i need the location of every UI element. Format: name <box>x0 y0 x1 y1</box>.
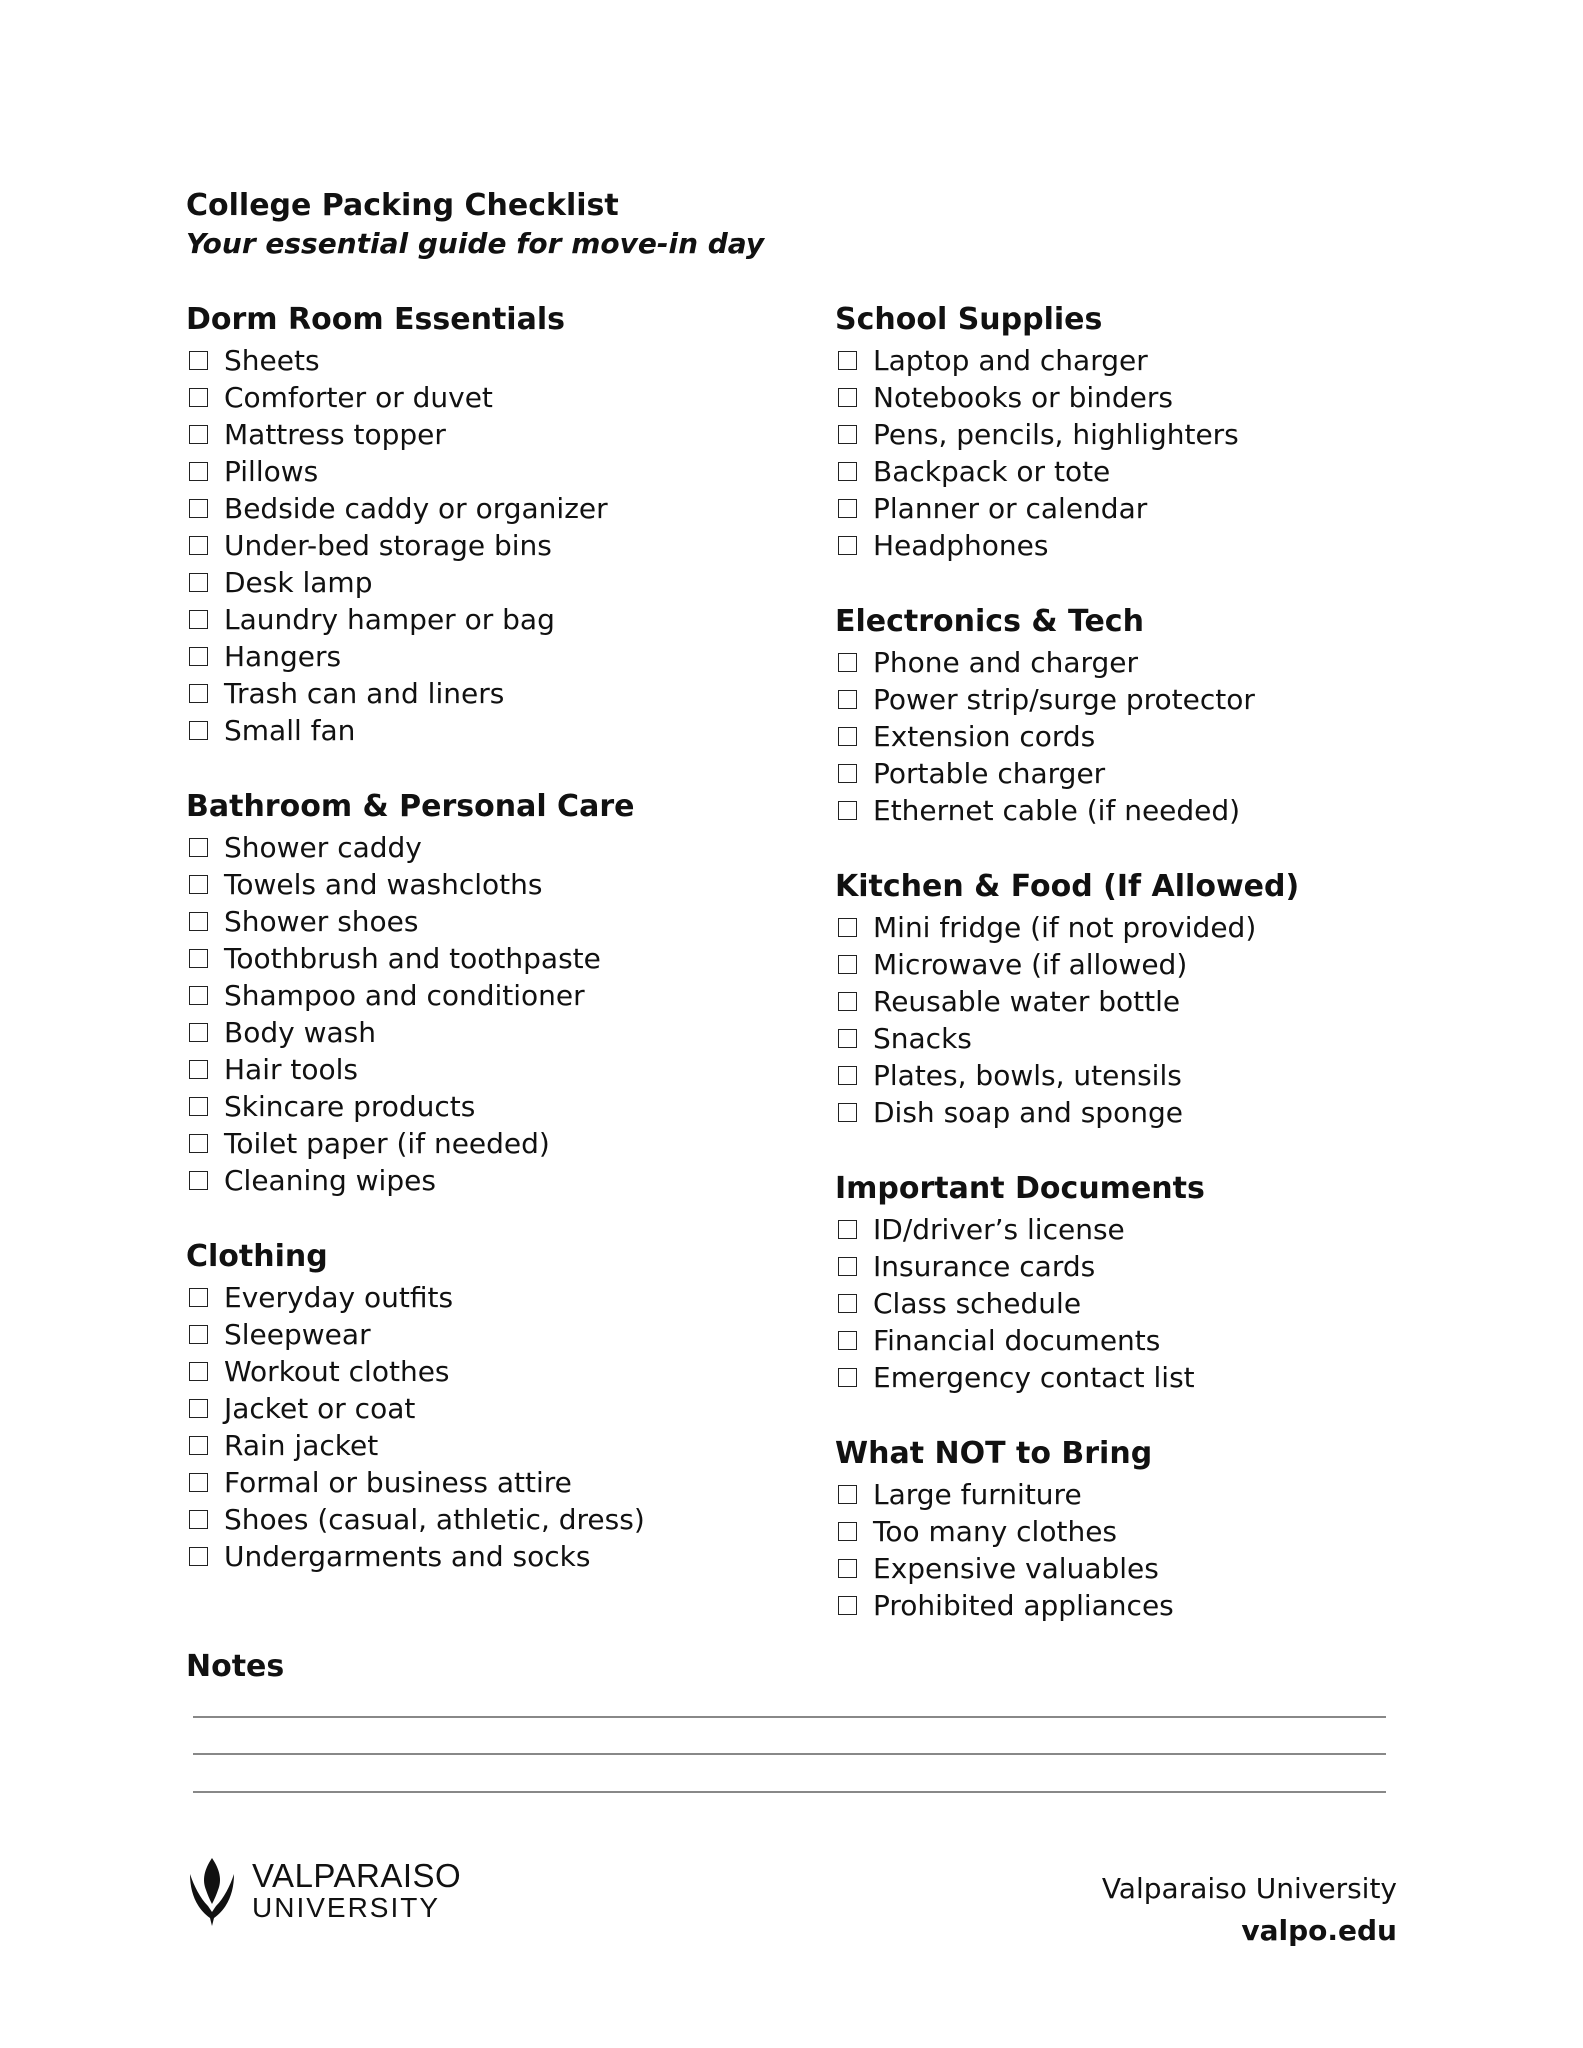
checklist-item-label: Rain jacket <box>224 1429 379 1462</box>
checklist-item <box>186 675 806 712</box>
checklist-item <box>835 1587 1435 1624</box>
empty-checkbox-icon[interactable] <box>189 573 208 592</box>
checklist-item <box>835 1211 1435 1248</box>
empty-checkbox-icon[interactable] <box>838 425 857 444</box>
checklist-item <box>186 1538 806 1575</box>
checklist-item <box>835 1513 1435 1550</box>
checklist-item <box>186 1353 806 1390</box>
checklist-item <box>186 866 806 903</box>
empty-checkbox-icon[interactable] <box>838 653 857 672</box>
empty-checkbox-icon[interactable] <box>189 684 208 703</box>
checklist-item <box>186 940 806 977</box>
section-what-not-to-bring <box>835 1434 1435 1624</box>
page-title: College Packing Checklist <box>186 188 619 223</box>
checklist-item-label: Toothbrush and toothpaste <box>224 942 601 975</box>
empty-checkbox-icon[interactable] <box>838 1294 857 1313</box>
empty-checkbox-icon[interactable] <box>189 647 208 666</box>
notes-line <box>193 1716 1386 1718</box>
empty-checkbox-icon[interactable] <box>189 875 208 894</box>
checklist-item-label: Under-bed storage bins <box>224 529 552 562</box>
right-column <box>835 300 1435 1662</box>
section-heading: Clothing <box>186 1239 328 1274</box>
checklist-item <box>186 1162 806 1199</box>
checklist-item-label: Large furniture <box>873 1478 1082 1511</box>
empty-checkbox-icon[interactable] <box>838 727 857 746</box>
checklist-item-label: Prohibited appliances <box>873 1589 1174 1622</box>
checklist-item-label: Portable charger <box>873 757 1106 790</box>
empty-checkbox-icon[interactable] <box>189 721 208 740</box>
checklist-item-label: Skincare products <box>224 1090 476 1123</box>
empty-checkbox-icon[interactable] <box>838 536 857 555</box>
empty-checkbox-icon[interactable] <box>838 1103 857 1122</box>
checklist-item-label: Backpack or tote <box>873 455 1111 488</box>
checklist-item-label: Too many clothes <box>873 1515 1118 1548</box>
checklist-item-label: Trash can and liners <box>224 677 505 710</box>
empty-checkbox-icon[interactable] <box>189 610 208 629</box>
notes-heading: Notes <box>186 1649 285 1684</box>
checklist-item <box>186 1390 806 1427</box>
checklist-item-label: Undergarments and socks <box>224 1540 591 1573</box>
section-heading: Kitchen & Food (If Allowed) <box>835 869 1300 904</box>
empty-checkbox-icon[interactable] <box>189 536 208 555</box>
checklist-item <box>835 1057 1435 1094</box>
empty-checkbox-icon[interactable] <box>838 1596 857 1615</box>
section-bathroom-personal-care <box>186 787 806 1199</box>
checklist-item <box>835 755 1435 792</box>
checklist-item-label: Hair tools <box>224 1053 359 1086</box>
checklist-item <box>186 527 806 564</box>
checklist-item-label: Towels and washcloths <box>224 868 543 901</box>
footer-org-name: Valparaiso University <box>1101 1872 1397 1905</box>
empty-checkbox-icon[interactable] <box>189 1288 208 1307</box>
checklist-item-label: Emergency contact list <box>873 1361 1195 1394</box>
checklist-item-label: Pens, pencils, highlighters <box>873 418 1239 451</box>
section-clothing <box>186 1237 806 1575</box>
checklist-item-label: Reusable water bottle <box>873 985 1181 1018</box>
empty-checkbox-icon[interactable] <box>189 462 208 481</box>
empty-checkbox-icon[interactable] <box>189 949 208 968</box>
left-column <box>186 300 806 1613</box>
empty-checkbox-icon[interactable] <box>189 425 208 444</box>
section-heading: School Supplies <box>835 302 1103 337</box>
empty-checkbox-icon[interactable] <box>838 918 857 937</box>
section-school-supplies <box>835 300 1435 564</box>
empty-checkbox-icon[interactable] <box>189 986 208 1005</box>
footer-contact <box>1102 1868 1397 1952</box>
checklist-item <box>835 644 1435 681</box>
checklist <box>835 644 1435 829</box>
checklist <box>835 342 1435 564</box>
section-important-documents <box>835 1169 1435 1396</box>
empty-checkbox-icon[interactable] <box>189 1362 208 1381</box>
empty-checkbox-icon[interactable] <box>838 1368 857 1387</box>
checklist-item <box>835 1285 1435 1322</box>
empty-checkbox-icon[interactable] <box>838 1066 857 1085</box>
checklist <box>186 829 806 1199</box>
empty-checkbox-icon[interactable] <box>838 1559 857 1578</box>
checklist-item-label: Small fan <box>224 714 356 747</box>
empty-checkbox-icon[interactable] <box>838 801 857 820</box>
checklist-item <box>835 1094 1435 1131</box>
checklist-item-label: Plates, bowls, utensils <box>873 1059 1182 1092</box>
checklist-item <box>186 342 806 379</box>
page-subtitle: Your essential guide for move-in day <box>186 227 765 260</box>
checklist-item <box>186 977 806 1014</box>
section-heading: Bathroom & Personal Care <box>186 789 635 824</box>
checklist-item <box>835 342 1435 379</box>
checklist-item-label: Shower caddy <box>224 831 422 864</box>
checklist-item-label: Sheets <box>224 344 320 377</box>
empty-checkbox-icon[interactable] <box>838 690 857 709</box>
empty-checkbox-icon[interactable] <box>189 1134 208 1153</box>
checklist <box>835 909 1435 1131</box>
checklist-item-label: Everyday outfits <box>224 1281 454 1314</box>
checklist-item <box>835 1550 1435 1587</box>
checklist <box>835 1211 1435 1396</box>
empty-checkbox-icon[interactable] <box>838 1220 857 1239</box>
empty-checkbox-icon[interactable] <box>189 1325 208 1344</box>
checklist-item-label: Headphones <box>873 529 1049 562</box>
checklist-item <box>186 1316 806 1353</box>
checklist-item-label: Microwave (if allowed) <box>873 948 1188 981</box>
checklist-item-label: Laptop and charger <box>873 344 1148 377</box>
checklist-item <box>186 490 806 527</box>
checklist-item <box>835 490 1435 527</box>
checklist-item-label: Planner or calendar <box>873 492 1148 525</box>
notes-line <box>193 1753 1386 1755</box>
checklist-item-label: Class schedule <box>873 1287 1082 1320</box>
section-heading: Dorm Room Essentials <box>186 302 565 337</box>
checklist-item-label: Extension cords <box>873 720 1096 753</box>
empty-checkbox-icon[interactable] <box>189 1510 208 1529</box>
empty-checkbox-icon[interactable] <box>189 838 208 857</box>
empty-checkbox-icon[interactable] <box>838 992 857 1011</box>
university-logo <box>186 1856 461 1928</box>
empty-checkbox-icon[interactable] <box>838 955 857 974</box>
logo-wordmark-line1: VALPARAISO <box>252 1857 462 1894</box>
empty-checkbox-icon[interactable] <box>189 1399 208 1418</box>
checklist-item-label: Ethernet cable (if needed) <box>873 794 1241 827</box>
section-heading: Electronics & Tech <box>835 604 1144 639</box>
checklist-item <box>835 792 1435 829</box>
checklist-item-label: Mini fridge (if not provided) <box>873 911 1257 944</box>
checklist-item <box>186 601 806 638</box>
checklist-item <box>186 1279 806 1316</box>
checklist-item-label: Shampoo and conditioner <box>224 979 585 1012</box>
checklist-item <box>835 681 1435 718</box>
section-kitchen-food-if-allowed <box>835 867 1435 1131</box>
checklist-item-label: Workout clothes <box>224 1355 450 1388</box>
checklist <box>186 1279 806 1575</box>
checklist-item <box>186 638 806 675</box>
checklist-item-label: Expensive valuables <box>873 1552 1159 1585</box>
checklist-item <box>186 1014 806 1051</box>
valparaiso-flame-logo-icon <box>186 1856 238 1928</box>
checklist-item-label: Body wash <box>224 1016 376 1049</box>
checklist-item <box>835 1359 1435 1396</box>
checklist-item-label: Laundry hamper or bag <box>224 603 555 636</box>
checklist-item-label: Bedside caddy or organizer <box>224 492 608 525</box>
empty-checkbox-icon[interactable] <box>189 1171 208 1190</box>
checklist-item-label: Snacks <box>873 1022 972 1055</box>
checklist-item <box>186 453 806 490</box>
empty-checkbox-icon[interactable] <box>838 1331 857 1350</box>
checklist-item-label: Shower shoes <box>224 905 419 938</box>
checklist-item-label: Comforter or duvet <box>224 381 493 414</box>
empty-checkbox-icon[interactable] <box>838 462 857 481</box>
empty-checkbox-icon[interactable] <box>838 499 857 518</box>
checklist-item <box>835 1020 1435 1057</box>
checklist-item-label: Power strip/surge protector <box>873 683 1255 716</box>
checklist-item-label: Desk lamp <box>224 566 373 599</box>
checklist-item-label: Cleaning wipes <box>224 1164 436 1197</box>
checklist-item <box>186 1464 806 1501</box>
logo-wordmark-line2: UNIVERSITY <box>252 1892 441 1923</box>
empty-checkbox-icon[interactable] <box>189 1436 208 1455</box>
section-heading: What NOT to Bring <box>835 1436 1153 1471</box>
empty-checkbox-icon[interactable] <box>189 912 208 931</box>
checklist-item-label: Insurance cards <box>873 1250 1096 1283</box>
checklist <box>186 342 806 749</box>
empty-checkbox-icon[interactable] <box>189 1060 208 1079</box>
checklist-item <box>835 379 1435 416</box>
section-heading: Important Documents <box>835 1171 1205 1206</box>
checklist-item-label: ID/driver’s license <box>873 1213 1125 1246</box>
checklist-item <box>186 1501 806 1538</box>
checklist-item-label: Formal or business attire <box>224 1466 572 1499</box>
checklist-item-label: Jacket or coat <box>224 1392 416 1425</box>
checklist-item-label: Financial documents <box>873 1324 1161 1357</box>
empty-checkbox-icon[interactable] <box>838 388 857 407</box>
checklist-item <box>186 1125 806 1162</box>
checklist-item-label: Dish soap and sponge <box>873 1096 1183 1129</box>
checklist-item <box>186 1051 806 1088</box>
empty-checkbox-icon[interactable] <box>838 351 857 370</box>
empty-checkbox-icon[interactable] <box>189 1097 208 1116</box>
empty-checkbox-icon[interactable] <box>189 351 208 370</box>
empty-checkbox-icon[interactable] <box>189 1547 208 1566</box>
empty-checkbox-icon[interactable] <box>838 1029 857 1048</box>
checklist-item <box>186 416 806 453</box>
empty-checkbox-icon[interactable] <box>189 499 208 518</box>
empty-checkbox-icon[interactable] <box>838 1257 857 1276</box>
checklist-item <box>835 718 1435 755</box>
checklist-item <box>186 1427 806 1464</box>
checklist-item <box>835 946 1435 983</box>
footer-website-link[interactable]: valpo.edu <box>1241 1914 1397 1947</box>
checklist-item <box>835 453 1435 490</box>
checklist-item-label: Mattress topper <box>224 418 446 451</box>
empty-checkbox-icon[interactable] <box>838 1485 857 1504</box>
checklist-item-label: Sleepwear <box>224 1318 371 1351</box>
section-dorm-room-essentials <box>186 300 806 749</box>
checklist-item-label: Notebooks or binders <box>873 381 1173 414</box>
checklist-item-label: Pillows <box>224 455 319 488</box>
empty-checkbox-icon[interactable] <box>189 388 208 407</box>
checklist <box>835 1476 1435 1624</box>
checklist-item-label: Shoes (casual, athletic, dress) <box>224 1503 645 1536</box>
checklist-item <box>835 416 1435 453</box>
empty-checkbox-icon[interactable] <box>838 764 857 783</box>
checklist-item <box>835 983 1435 1020</box>
empty-checkbox-icon[interactable] <box>189 1473 208 1492</box>
checklist-item <box>186 564 806 601</box>
section-electronics-tech <box>835 602 1435 829</box>
checklist-item-label: Hangers <box>224 640 342 673</box>
checklist-item <box>186 1088 806 1125</box>
checklist-item <box>835 527 1435 564</box>
checklist-item <box>835 1248 1435 1285</box>
notes-line <box>193 1791 1386 1793</box>
checklist-item-label: Phone and charger <box>873 646 1139 679</box>
checklist-item <box>835 909 1435 946</box>
checklist-item <box>186 903 806 940</box>
empty-checkbox-icon[interactable] <box>838 1522 857 1541</box>
checklist-item <box>186 712 806 749</box>
checklist-item <box>835 1476 1435 1513</box>
checklist-item <box>186 829 806 866</box>
empty-checkbox-icon[interactable] <box>189 1023 208 1042</box>
checklist-item <box>186 379 806 416</box>
checklist-item <box>835 1322 1435 1359</box>
checklist-item-label: Toilet paper (if needed) <box>224 1127 550 1160</box>
